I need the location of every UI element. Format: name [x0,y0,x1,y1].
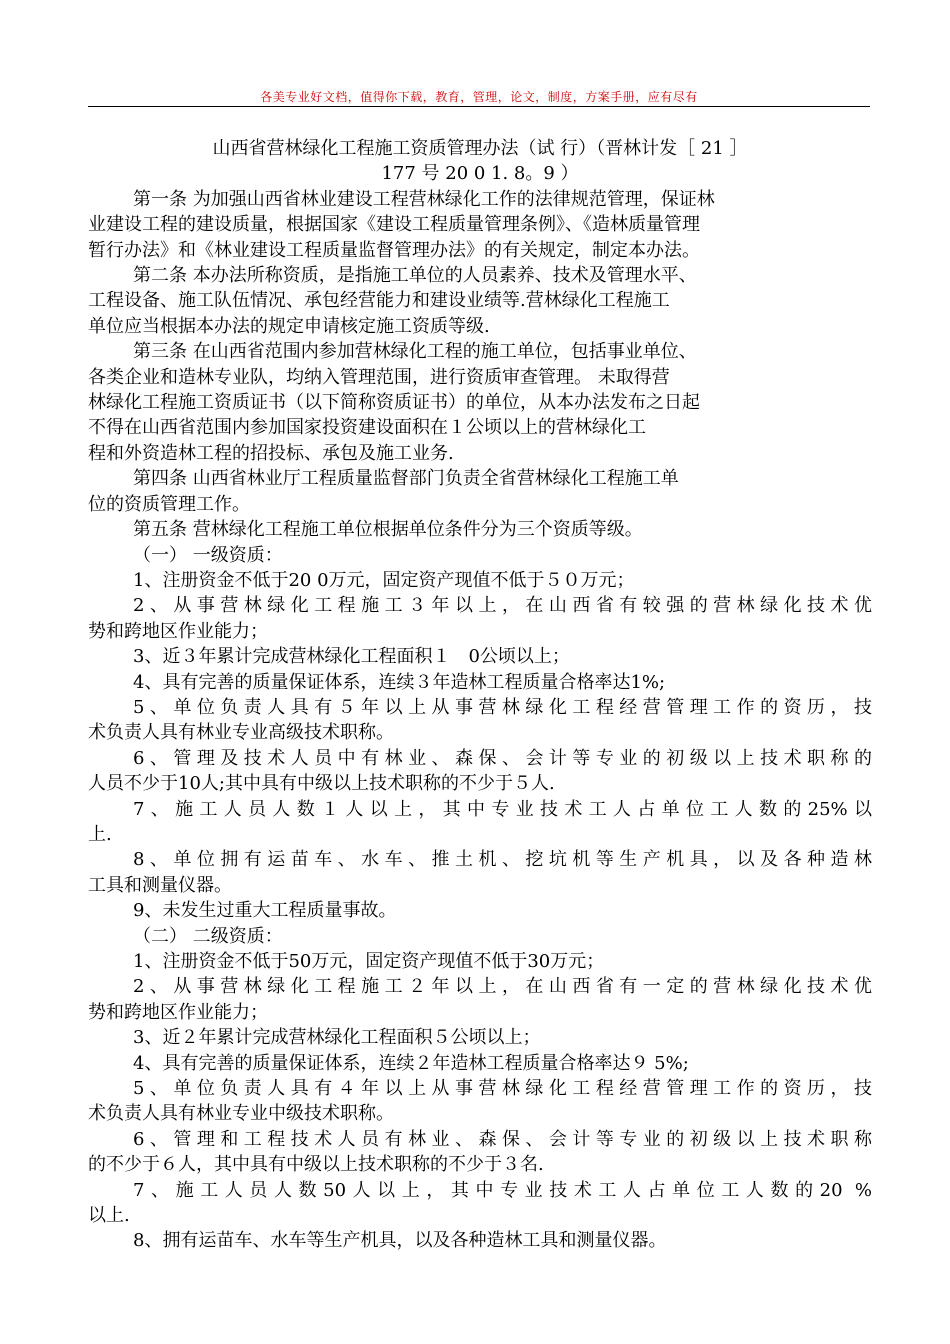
text-line: 5、单位负责人具有４年以上从事营林绿化工程经营管理工作的资历，技 [133,1078,872,1100]
text-line: 第二条 本办法所称资质，是指施工单位的人员素养、技术及管理水平、 [133,265,697,287]
text-line: 4、具有完善的质量保证体系，连续２年造林工程质量合格率达９ 5%; [133,1052,689,1074]
text-line: 9、未发生过重大工程质量事故。 [133,900,397,922]
text-line: 第四条 山西省林业厅工程质量监督部门负责全省营林绿化工程施工单 [133,468,679,490]
text-line: 2、从事营林绿化工程施工３年以上，在山西省有较强的营林绿化技术优 [133,595,872,617]
text-line: 业建设工程的建设质量，根据国家《建设工程质量管理条例》、《造林质量管理 [88,214,700,236]
text-line: 势和跨地区作业能力； [88,620,268,642]
text-line: 不得在山西省范围内参加国家投资建设面积在１公顷以上的营林绿化工 [88,417,646,439]
text-line: 的不少于６人，其中具有中级以上技术职称的不少于３名. [88,1154,544,1176]
text-line: 3、近３年累计完成营林绿化工程面积１ 0公顷以上； [133,646,570,668]
page-header-banner: 各美专业好文档，值得你下载，教育，管理，论文，制度，方案手册，应有尽有 [260,90,698,104]
document-title-line-2: 177 号 20 0 1. 8。9 ） [381,163,579,185]
text-line: 以上. [88,1205,130,1227]
text-line: 各类企业和造林专业队，均纳入管理范围，进行资质审查管理。 未取得营 [88,366,670,388]
text-line: 5、单位负责人具有５年以上从事营林绿化工程经营管理工作的资历，技 [133,696,872,718]
text-line: 6、管理及技术人员中有林业、森保、会计等专业的初级以上技术职称的 [133,747,872,769]
text-line: （一） 一级资质： [133,544,283,566]
text-line: 8、单位拥有运苗车、水车、推土机、挖坑机等生产机具，以及各种造林 [133,849,872,871]
text-line: 第五条 营林绿化工程施工单位根据单位条件分为三个资质等级。 [133,519,643,541]
document-title-line-1: 山西省营林绿化工程施工资质管理办法（试 行）（晋林计发［ 21 ］ [212,138,748,159]
text-line: 1、注册资金不低于20 0万元，固定资产现值不低于５０万元； [133,569,635,591]
text-line: 4、具有完善的质量保证体系，连续３年造林工程质量合格率达1%; [133,671,666,693]
text-line: 术负责人具有林业专业中级技术职称。 [88,1103,394,1125]
text-line: 8、拥有运苗车、水车等生产机具，以及各种造林工具和测量仪器。 [133,1230,667,1252]
text-line: 6、管理和工程技术人员有林业、森保、会计等专业的初级以上技术职称 [133,1128,872,1150]
text-line: 势和跨地区作业能力； [88,1001,268,1023]
text-line: 工具和测量仪器。 [88,874,232,896]
text-line: 3、近２年累计完成营林绿化工程面积５公顷以上； [133,1027,541,1049]
text-line: 程和外资造林工程的招投标、承包及施工业务. [88,442,454,464]
text-line: 暂行办法》和《林业建设工程质量监督管理办法》的有关规定，制定本办法。 [88,239,700,261]
text-line: 工程设备、施工队伍情况、承包经营能力和建设业绩等.营林绿化工程施工 [88,290,670,312]
text-line: 人员不少于10人;其中具有中级以上技术职称的不少于５人. [88,773,555,795]
text-line: 位的资质管理工作。 [88,493,250,515]
document-body [88,136,872,1254]
text-line: 术负责人具有林业专业高级技术职称。 [88,722,394,744]
text-line: 第一条 为加强山西省林业建设工程营林绿化工作的法律规范管理，保证林 [133,188,715,210]
text-line: 7、施工人员人数１人以上，其中专业技术工人占单位工人数的25%以 [133,798,872,820]
text-line: 2、从事营林绿化工程施工２年以上，在山西省有一定的营林绿化技术优 [133,976,872,998]
text-line: 第三条 在山西省范围内参加营林绿化工程的施工单位，包括事业单位、 [133,341,697,363]
text-line: 7、施工人员人数50人以上，其中专业技术工人占单位工人数的20 % [133,1179,872,1201]
text-line: （二） 二级资质： [133,925,283,947]
document-text [88,187,872,1254]
text-line: 1、注册资金不低于50万元，固定资产现值不低于30万元； [133,951,605,972]
text-line: 上. [88,823,112,845]
text-line: 单位应当根据本办法的规定申请核定施工资质等级. [88,315,490,337]
header-divider [88,106,870,107]
text-line: 林绿化工程施工资质证书（以下简称资质证书）的单位，从本办法发布之日起 [88,392,700,414]
